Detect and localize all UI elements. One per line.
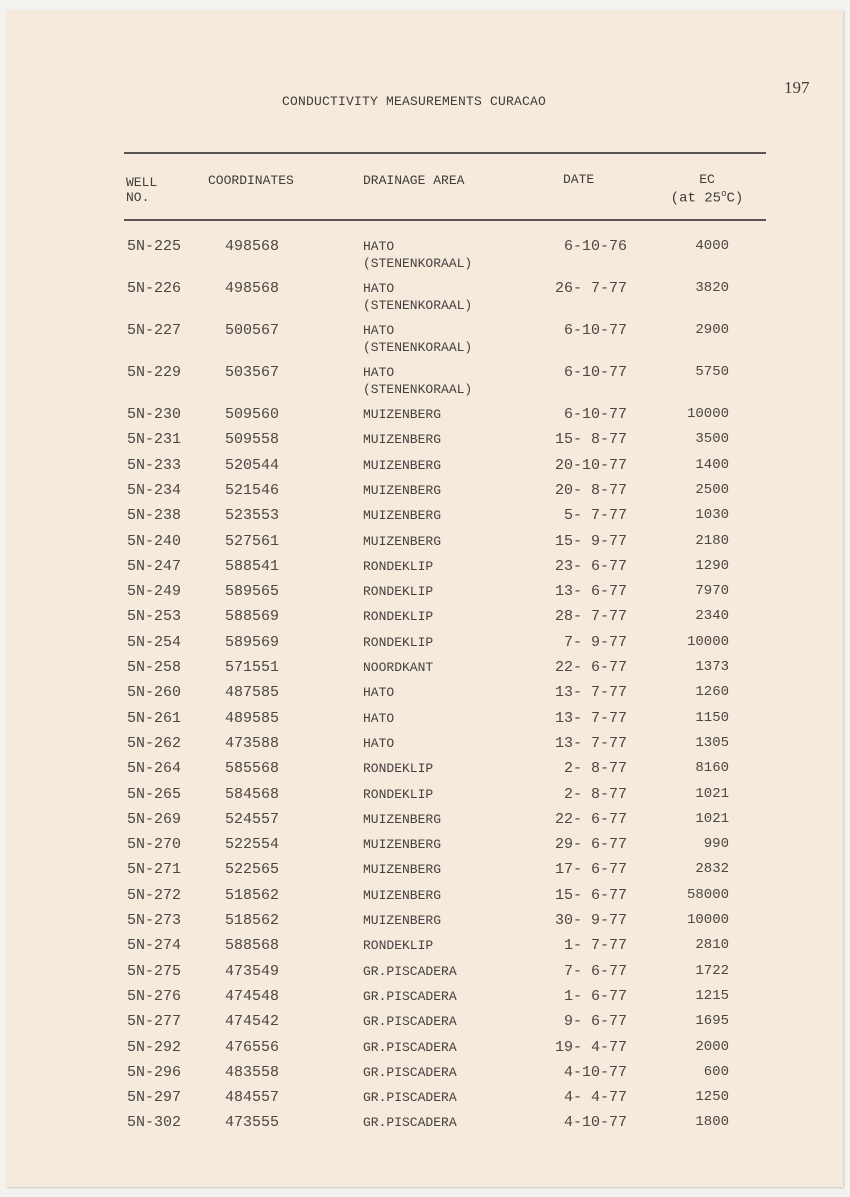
cell-date: 7- 9-77	[563, 633, 627, 651]
cell-drainage-area: MUIZENBERG	[363, 913, 442, 928]
cell-well-no: 5N-275	[127, 962, 182, 980]
cell-well-no: 5N-276	[127, 987, 182, 1005]
cell-coordinates: 503567	[225, 364, 280, 381]
cell-drainage-area: GR.PISCADERA	[363, 1090, 457, 1106]
cell-ec: 1021	[695, 785, 729, 802]
cell-coordinates: 476556	[225, 1038, 280, 1056]
cell-drainage-area: GR.PISCADERA	[363, 1115, 457, 1131]
cell-drainage-area-sub: (STENENKORAAL)	[363, 298, 473, 313]
cell-well-no: 5N-264	[127, 760, 182, 778]
cell-ec: 1030	[695, 507, 729, 524]
cell-coordinates: 498568	[225, 238, 280, 255]
cell-well-no: 5N-225	[127, 238, 182, 255]
cell-date: 1- 6-77	[563, 987, 627, 1005]
page-number: 197	[784, 78, 810, 97]
cell-drainage-area-sub: (STENENKORAAL)	[363, 340, 473, 355]
cell-date: 23- 6-77	[554, 557, 627, 575]
cell-drainage-area: HATO	[363, 735, 395, 751]
cell-ec: 1215	[695, 987, 729, 1004]
cell-well-no: 5N-262	[127, 734, 182, 752]
cell-drainage-area: MUIZENBERG	[363, 508, 442, 524]
cell-coordinates: 527561	[225, 532, 280, 550]
cell-well-no: 5N-261	[127, 709, 182, 727]
cell-drainage-area: MUIZENBERG	[363, 482, 442, 498]
cell-drainage-area: MUIZENBERG	[363, 837, 442, 853]
cell-drainage-area: HATO	[363, 365, 395, 380]
cell-date: 20- 8-77	[554, 481, 627, 499]
cell-ec: 10000	[686, 912, 729, 928]
cell-date: 9- 6-77	[563, 1013, 627, 1031]
cell-date: 13- 6-77	[554, 583, 627, 601]
cell-coordinates: 571551	[225, 659, 280, 676]
cell-ec: 2180	[695, 532, 729, 549]
cell-ec: 2810	[695, 937, 729, 954]
cell-well-no: 5N-238	[127, 507, 182, 525]
cell-coordinates: 509560	[225, 406, 280, 423]
cell-well-no: 5N-254	[127, 633, 182, 651]
cell-coordinates: 588541	[225, 557, 280, 575]
cell-well-no: 5N-227	[127, 322, 182, 339]
cell-drainage-area: NOORDKANT	[363, 660, 434, 675]
cell-ec: 8160	[695, 760, 729, 777]
header-well-line2: NO.	[126, 190, 150, 205]
cell-coordinates: 484557	[225, 1089, 280, 1107]
cell-well-no: 5N-260	[127, 684, 182, 702]
cell-date: 1- 7-77	[563, 937, 627, 955]
cell-well-no: 5N-269	[127, 810, 182, 828]
cell-drainage-area: HATO	[363, 281, 395, 296]
cell-coordinates: 584568	[225, 785, 280, 803]
cell-coordinates: 589565	[225, 583, 280, 601]
cell-well-no: 5N-231	[127, 431, 182, 449]
cell-ec: 2832	[695, 861, 729, 878]
cell-well-no: 5N-296	[127, 1063, 182, 1081]
cell-well-no: 5N-240	[127, 532, 182, 550]
cell-well-no: 5N-297	[127, 1089, 182, 1107]
cell-well-no: 5N-233	[127, 456, 182, 474]
cell-date: 13- 7-77	[554, 684, 627, 702]
cell-ec: 1695	[695, 1013, 729, 1030]
cell-well-no: 5N-253	[127, 608, 182, 626]
cell-date: 6-10-76	[563, 238, 627, 255]
cell-coordinates: 520544	[225, 456, 280, 474]
cell-drainage-area: MUIZENBERG	[363, 432, 442, 448]
cell-ec: 1250	[695, 1089, 729, 1106]
cell-date: 17- 6-77	[554, 861, 627, 879]
cell-well-no: 5N-234	[127, 481, 182, 499]
cell-date: 2- 8-77	[563, 785, 627, 803]
header-ec	[662, 172, 752, 207]
cell-coordinates: 585568	[225, 760, 280, 778]
cell-coordinates: 473555	[225, 1114, 280, 1132]
cell-drainage-area: RONDEKLIP	[363, 634, 434, 650]
cell-date: 4- 4-77	[563, 1089, 627, 1107]
cell-date: 2- 8-77	[563, 760, 627, 778]
cell-coordinates: 524557	[225, 810, 280, 828]
cell-coordinates: 509558	[225, 431, 280, 449]
header-ec-degree: o	[721, 189, 727, 199]
cell-drainage-area-sub: (STENENKORAAL)	[363, 382, 473, 397]
cell-well-no: 5N-249	[127, 583, 182, 601]
cell-drainage-area: MUIZENBERG	[363, 533, 442, 549]
cell-ec: 1260	[695, 684, 729, 701]
cell-date: 13- 7-77	[554, 734, 627, 752]
cell-well-no: 5N-273	[127, 912, 182, 929]
cell-coordinates: 483558	[225, 1063, 280, 1081]
cell-date: 4-10-77	[563, 1114, 627, 1132]
cell-date: 6-10-77	[563, 322, 627, 339]
cell-date: 19- 4-77	[554, 1038, 627, 1056]
cell-date: 22- 6-77	[554, 659, 627, 676]
cell-drainage-area: MUIZENBERG	[363, 457, 442, 473]
header-ec-prefix: (at 25	[670, 190, 722, 207]
cell-drainage-area: GR.PISCADERA	[363, 1039, 457, 1055]
cell-ec: 7970	[695, 583, 729, 600]
cell-ec: 3820	[695, 280, 729, 296]
cell-ec: 1305	[695, 734, 729, 751]
cell-ec: 1722	[695, 962, 729, 979]
cell-ec: 1800	[695, 1114, 729, 1131]
cell-ec: 58000	[686, 886, 729, 903]
cell-ec: 2500	[695, 481, 729, 498]
cell-drainage-area: MUIZENBERG	[363, 811, 442, 827]
cell-date: 7- 6-77	[563, 962, 627, 980]
cell-date: 15- 9-77	[554, 532, 627, 550]
cell-ec: 1400	[695, 456, 729, 473]
table-header-rule	[124, 219, 766, 221]
cell-drainage-area-sub: (STENENKORAAL)	[363, 256, 473, 271]
header-ec-line2	[662, 187, 752, 207]
cell-drainage-area: HATO	[363, 323, 395, 338]
cell-date: 6-10-77	[563, 406, 627, 423]
cell-well-no: 5N-226	[127, 280, 182, 297]
cell-ec: 1150	[695, 709, 729, 726]
cell-coordinates: 523553	[225, 507, 280, 525]
header-well-no	[126, 175, 157, 205]
cell-coordinates: 500567	[225, 322, 280, 339]
cell-well-no: 5N-302	[127, 1114, 182, 1132]
cell-date: 6-10-77	[563, 364, 627, 381]
cell-ec: 5750	[695, 364, 729, 380]
cell-well-no: 5N-274	[127, 937, 182, 955]
header-ec-line1: EC	[699, 172, 715, 187]
cell-ec: 990	[703, 836, 729, 853]
cell-drainage-area: GR.PISCADERA	[363, 963, 457, 979]
header-ec-suffix: C)	[726, 190, 744, 207]
cell-date: 30- 9-77	[554, 912, 627, 929]
cell-coordinates: 487585	[225, 684, 280, 702]
document-title: CONDUCTIVITY MEASUREMENTS CURACAO	[282, 94, 547, 109]
table-top-rule	[124, 152, 766, 154]
cell-drainage-area: GR.PISCADERA	[363, 1064, 457, 1080]
cell-date: 20-10-77	[554, 456, 627, 474]
cell-drainage-area: HATO	[363, 685, 395, 701]
cell-well-no: 5N-230	[127, 406, 182, 423]
cell-ec: 10000	[686, 633, 729, 650]
cell-ec: 2900	[695, 322, 729, 338]
cell-well-no: 5N-270	[127, 836, 182, 854]
header-drainage-area: DRAINAGE AREA	[363, 173, 465, 188]
cell-well-no: 5N-277	[127, 1013, 182, 1031]
cell-ec: 2340	[695, 608, 729, 625]
cell-drainage-area: MUIZENBERG	[363, 887, 442, 903]
cell-date: 15- 6-77	[554, 886, 627, 904]
cell-coordinates: 518562	[225, 886, 280, 904]
cell-drainage-area: RONDEKLIP	[363, 938, 434, 954]
cell-drainage-area: RONDEKLIP	[363, 609, 434, 625]
cell-drainage-area: GR.PISCADERA	[363, 988, 457, 1004]
cell-date: 29- 6-77	[554, 836, 627, 854]
header-date: DATE	[563, 172, 595, 187]
cell-well-no: 5N-272	[127, 886, 182, 904]
cell-drainage-area: RONDEKLIP	[363, 584, 434, 600]
cell-well-no: 5N-229	[127, 364, 182, 381]
cell-ec: 10000	[686, 406, 729, 422]
cell-well-no: 5N-271	[127, 861, 182, 879]
cell-coordinates: 588569	[225, 608, 280, 626]
cell-coordinates: 521546	[225, 481, 280, 499]
cell-drainage-area: MUIZENBERG	[363, 862, 442, 878]
cell-well-no: 5N-292	[127, 1038, 182, 1056]
cell-coordinates: 498568	[225, 280, 280, 297]
cell-coordinates: 474542	[225, 1013, 280, 1031]
cell-date: 22- 6-77	[554, 810, 627, 828]
cell-well-no: 5N-247	[127, 557, 182, 575]
cell-drainage-area: GR.PISCADERA	[363, 1014, 457, 1030]
cell-coordinates: 473588	[225, 734, 280, 752]
cell-ec: 1373	[695, 659, 729, 675]
cell-ec: 600	[703, 1063, 729, 1080]
cell-date: 4-10-77	[563, 1063, 627, 1081]
cell-coordinates: 522565	[225, 861, 280, 879]
cell-ec: 1290	[695, 557, 729, 574]
cell-coordinates: 474548	[225, 987, 280, 1005]
cell-coordinates: 518562	[225, 912, 280, 929]
cell-ec: 1021	[695, 810, 729, 827]
header-well-line1: WELL	[126, 175, 158, 190]
cell-ec: 2000	[695, 1038, 729, 1055]
cell-drainage-area: RONDEKLIP	[363, 761, 434, 777]
cell-ec: 3500	[695, 431, 729, 448]
cell-drainage-area: RONDEKLIP	[363, 558, 434, 574]
header-coordinates: COORDINATES	[208, 173, 294, 188]
cell-date: 15- 8-77	[554, 431, 627, 449]
cell-drainage-area: HATO	[363, 239, 395, 254]
cell-drainage-area: MUIZENBERG	[363, 407, 442, 422]
cell-coordinates: 489585	[225, 709, 280, 727]
cell-coordinates: 522554	[225, 836, 280, 854]
cell-well-no: 5N-265	[127, 785, 182, 803]
cell-well-no: 5N-258	[127, 659, 182, 676]
cell-coordinates: 589569	[225, 633, 280, 651]
cell-ec: 4000	[695, 238, 729, 254]
cell-date: 28- 7-77	[554, 608, 627, 626]
cell-coordinates: 588568	[225, 937, 280, 955]
cell-drainage-area: RONDEKLIP	[363, 786, 434, 802]
cell-date: 13- 7-77	[554, 709, 627, 727]
cell-drainage-area: HATO	[363, 710, 395, 726]
cell-coordinates: 473549	[225, 962, 280, 980]
cell-date: 26- 7-77	[554, 280, 627, 297]
cell-date: 5- 7-77	[563, 507, 627, 525]
